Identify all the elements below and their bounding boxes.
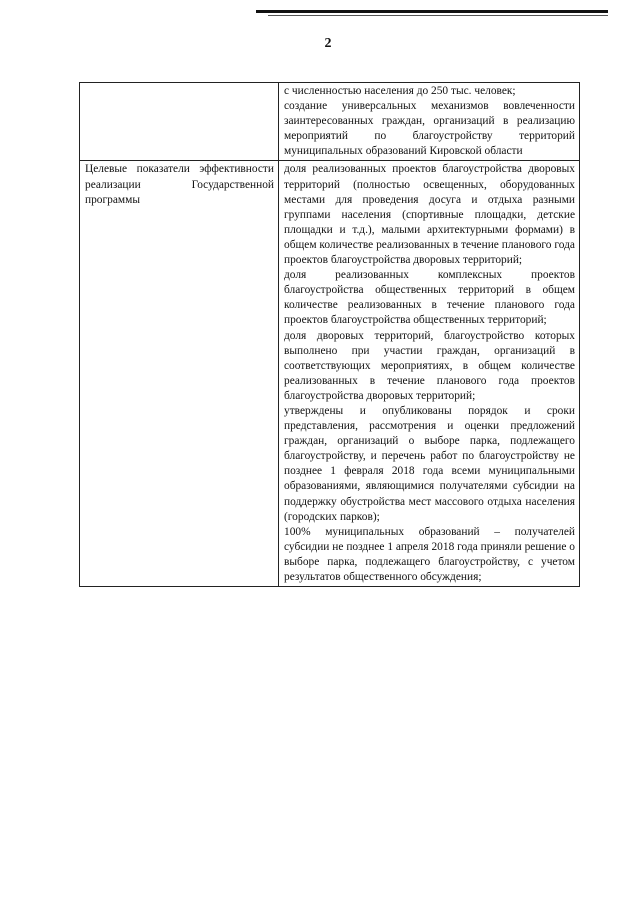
content-paragraph: утверждены и опубликованы порядок и сроки представления, рассмотрения и оценки предложений граждан, организаций о выборе парка, подлежащего благоустройству, и перечень работ по благоустройству не позднее 1 февраля 2018 года всеми муниципальными образованиями, являющимися получателями субсидии на поддержку обустройства мест массового отдыха населения (городских парков); <box>284 404 575 523</box>
header-rule <box>256 10 608 13</box>
content-paragraph: доля реализованных комплексных проектов благоустройства общественных территорий в общем количестве реализованных в течение планового года проектов благоустройства общественных территорий; <box>284 269 575 327</box>
row-label-cell <box>80 83 279 161</box>
content-paragraph: доля реализованных проектов благоустройства дворовых территорий (полностью освещенных, оборудованных местами для проведения досуга и отдыха разными группами населения (спортивные площадки, детские площадки и т.д.), малыми архитектурными формами) в общем количестве реализованных в течение планового года проектов благоустройства дворовых территорий; <box>284 163 575 267</box>
content-paragraph: доля дворовых территорий, благоустройство которых выполнено при участии граждан, организаций в соответствующих мероприятиях, в общем количестве реализованных в течение планового года проектов благоустройства дворовых территорий; <box>284 329 575 402</box>
table-row <box>80 161 580 587</box>
row-label: Целевые показатели эффективности реализации Государственной программы <box>85 163 274 206</box>
table-row <box>80 83 580 161</box>
content-paragraph: 100% муниципальных образований – получателей субсидии не позднее 1 апреля 2018 года приняли решение о выборе парка, подлежащего благоустройству, с учетом результатов общественного обсуждения; <box>284 525 575 583</box>
content-paragraph: с численностью населения до 250 тыс. человек; <box>284 85 516 97</box>
row-content-cell <box>279 83 580 161</box>
row-label-cell <box>80 161 279 587</box>
program-passport-table <box>79 82 580 587</box>
row-content-cell <box>279 161 580 587</box>
header-rule-thin <box>268 15 608 16</box>
content-paragraph: создание универсальных механизмов вовлеченности заинтересованных граждан, организаций в реализацию мероприятий по благоустройству территорий муниципальных образований Кировской области <box>284 100 575 158</box>
page-number: 2 <box>324 36 332 51</box>
